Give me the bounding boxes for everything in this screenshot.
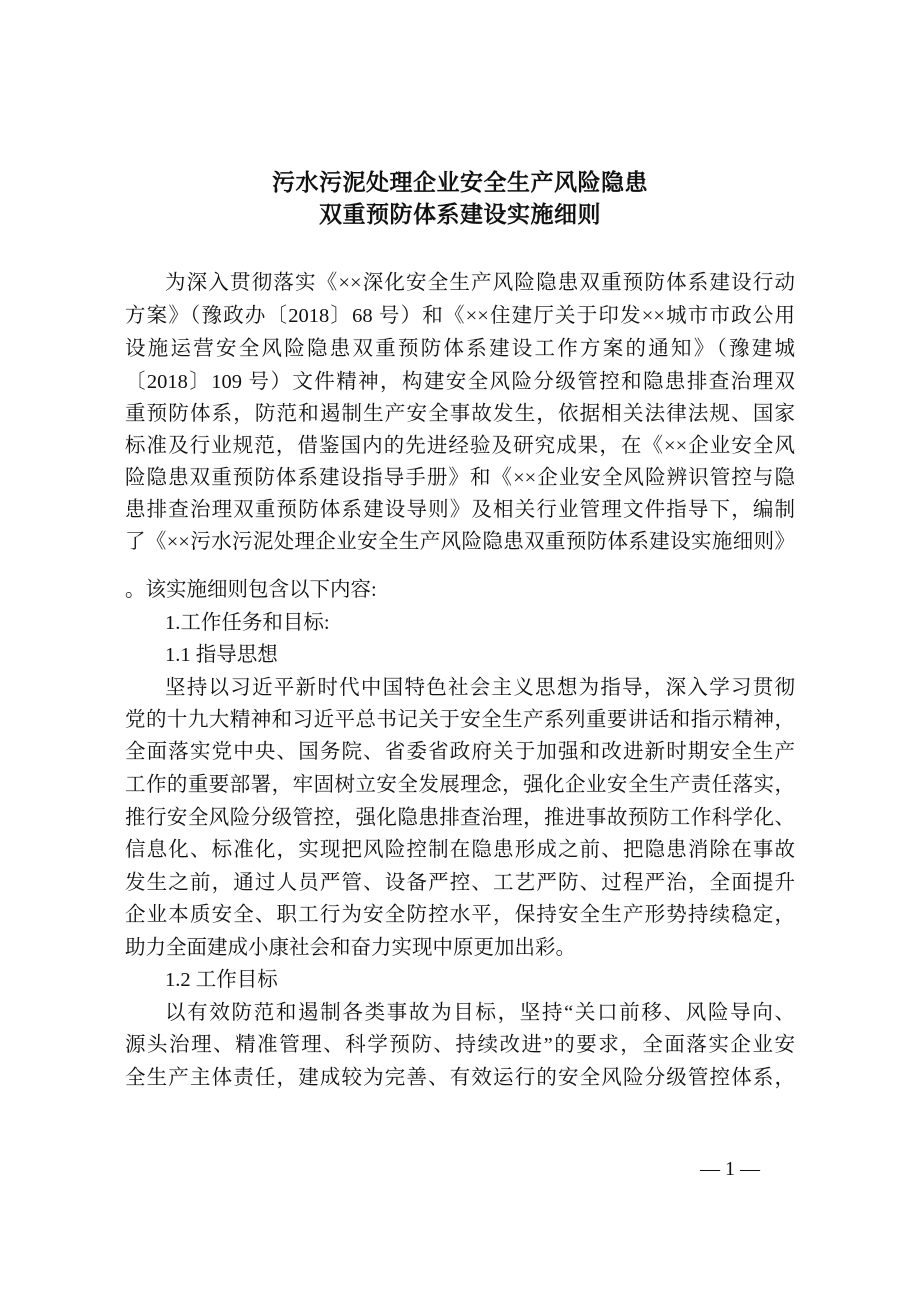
- body-text-line: 1.2 工作目标: [165, 969, 278, 991]
- body-text-line: 党的十九大精神和习近平总书记关于安全生产系列重要讲话和指示精神，: [125, 709, 795, 731]
- body-text-line: 标准及行业规范，借鉴国内的先进经验及研究成果，在《××企业安全风: [125, 435, 795, 457]
- body-text-line: 1.工作任务和目标:: [165, 612, 330, 634]
- body-text-line: 了《××污水污泥处理企业安全生产风险隐患双重预防体系建设实施细则》: [125, 531, 795, 553]
- body-text-line: 重预防体系，防范和遏制生产安全事故发生，依据相关法律法规、国家: [125, 403, 795, 425]
- document-title-line-1: 污水污泥处理企业安全生产风险隐患: [272, 170, 648, 195]
- body-text-line: 信息化、标准化，实现把风险控制在隐患形成之前、把隐患消除在事故: [125, 839, 795, 861]
- body-text-line: 。该实施细则包含以下内容:: [125, 579, 377, 601]
- body-text-line: 助力全面建成小康社会和奋力实现中原更加出彩。: [125, 937, 576, 959]
- body-text-line: 以有效防范和遏制各类事故为目标，坚持“关口前移、风险导向、: [165, 1002, 795, 1024]
- body-text-line: 全生产主体责任，建成较为完善、有效运行的安全风险分级管控体系，: [125, 1067, 795, 1089]
- body-text-line: 方案》（豫政办〔2018〕68 号）和《××住建厅关于印发××城市市政公用: [125, 305, 795, 327]
- body-text-line: 设施运营安全风险隐患双重预防体系建设工作方案的通知》（豫建城: [125, 338, 795, 360]
- body-text-line: 全面落实党中央、国务院、省委省政府关于加强和改进新时期安全生产: [125, 741, 795, 763]
- body-text-line: 推行安全风险分级管控，强化隐患排查治理，推进事故预防工作科学化、: [125, 807, 795, 829]
- body-text-line: 患排查治理双重预防体系建设导则》及相关行业管理文件指导下，编制: [125, 499, 795, 521]
- body-text-line: 险隐患双重预防体系建设指导手册》和《××企业安全风险辨识管控与隐: [125, 467, 795, 489]
- body-text-line: 1.1 指导思想: [165, 644, 278, 666]
- body-text-line: 源头治理、精准管理、科学预防、持续改进”的要求，全面落实企业安: [125, 1034, 795, 1056]
- body-text-line: 工作的重要部署，牢固树立安全发展理念，强化企业安全生产责任落实，: [125, 774, 795, 796]
- body-text-line: 发生之前，通过人员严管、设备严控、工艺严防、过程严治，全面提升: [125, 872, 795, 894]
- body-text-line: 企业本质安全、职工行为安全防控水平，保持安全生产形势持续稳定，: [125, 904, 795, 926]
- page-number: — 1 —: [700, 1158, 760, 1180]
- body-text-line: 为深入贯彻落实《××深化安全生产风险隐患双重预防体系建设行动: [165, 272, 795, 294]
- document-title-line-2: 双重预防体系建设实施细则: [319, 202, 601, 227]
- body-text-line: 坚持以习近平新时代中国特色社会主义思想为指导，深入学习贯彻: [165, 677, 795, 699]
- body-text-line: 〔2018〕109 号）文件精神，构建安全风险分级管控和隐患排查治理双: [125, 371, 795, 393]
